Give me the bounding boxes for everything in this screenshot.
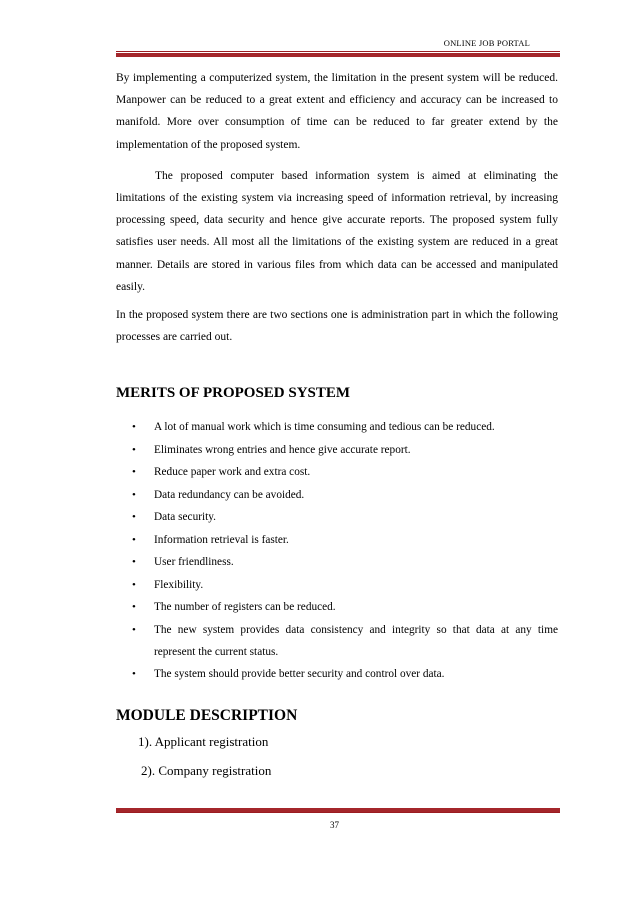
- bullet-icon: •: [132, 623, 136, 636]
- header-title: ONLINE JOB PORTAL: [443, 38, 530, 48]
- page-content: [116, 67, 558, 784]
- list-item: • Reduce paper work and extra cost.: [116, 461, 558, 483]
- merits-list: [116, 416, 558, 685]
- list-item: • Eliminates wrong entries and hence give accurate report.: [116, 439, 558, 461]
- bullet-icon: •: [132, 511, 136, 524]
- list-item: • The number of registers can be reduced.: [116, 596, 558, 618]
- bullet-icon: •: [132, 578, 136, 591]
- list-item: • User friendliness.: [116, 551, 558, 573]
- bullet-icon: •: [132, 443, 136, 456]
- merits-heading: MERITS OF PROPOSED SYSTEM: [116, 385, 351, 402]
- paragraph-intro: By implementing a computerized system, the limitation in the present system will be reduced. Manpower can be reduced to a great extent and efficiency and accuracy can be increased to manifold. More over consumption of time can be reduced to far greater extend by the implementation of the proposed system.: [116, 72, 558, 151]
- list-item: • Flexibility.: [116, 574, 558, 596]
- list-item: • Information retrieval is faster.: [116, 529, 558, 551]
- page-number: 37: [330, 820, 339, 830]
- footer-rule: [116, 807, 560, 813]
- header-rule: [116, 51, 560, 57]
- module-heading: MODULE DESCRIPTION: [116, 707, 298, 725]
- list-item: • The system should provide better security and control over data.: [116, 663, 558, 685]
- paragraph-sections: In the proposed system there are two sections one is administration part in which the following processes are carried out.: [116, 309, 558, 344]
- list-item: • A lot of manual work which is time consuming and tedious can be reduced.: [116, 416, 558, 438]
- bullet-icon: •: [132, 421, 136, 434]
- module-item-company-registration: 2). Company registration: [141, 763, 272, 779]
- bullet-icon: •: [132, 466, 136, 479]
- bullet-icon: •: [132, 533, 136, 546]
- module-item-applicant-registration: 1). Applicant registration: [138, 734, 269, 750]
- bullet-icon: •: [132, 488, 136, 501]
- bullet-icon: •: [132, 601, 136, 614]
- paragraph-proposed-system: The proposed computer based information system is aimed at eliminating the limitations of the existing system via increasing speed of information retrieval, by increasing processing speed, data security and hence give accurate reports. The proposed system fully satisfies user needs. All most all the limitations of the existing system are reduced in a great manner. Details are stored in various files from which data can be accessed and manipulated easily.: [116, 169, 558, 293]
- list-item: • Data redundancy can be avoided.: [116, 484, 558, 506]
- bullet-icon: •: [132, 556, 136, 569]
- bullet-icon: •: [132, 668, 136, 681]
- list-item: • Data security.: [116, 506, 558, 528]
- list-item: • The new system provides data consistency and integrity so that data at any time represent the current status.: [116, 619, 558, 663]
